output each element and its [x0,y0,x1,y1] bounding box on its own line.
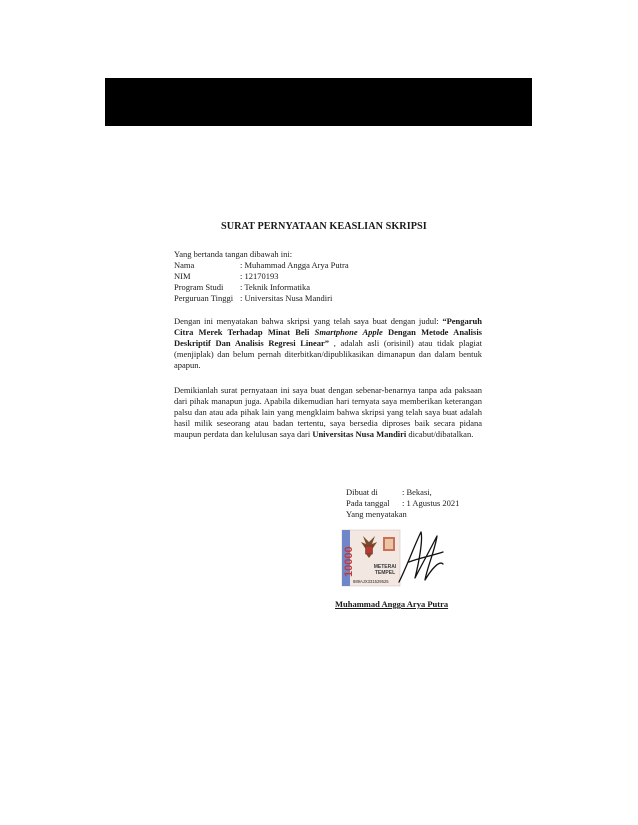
signer-name: Muhammad Angga Arya Putra [335,599,449,609]
sign-date-value: : 1 Agustus 2021 [402,498,460,508]
identity-row-university [174,293,332,304]
identity-row-name [174,260,349,271]
revenue-stamp-and-signature [339,522,447,594]
identity-value: : Universitas Nusa Mandiri [240,293,333,303]
identity-label: NIM [174,271,191,281]
identity-label: Program Studi [174,282,224,292]
identity-value: : 12170193 [240,271,279,281]
stamp-label-tempel: TEMPEL [374,570,396,576]
sign-place-label: Dibuat di [346,487,378,497]
identity-value: : Teknik Informatika [240,282,311,292]
handwritten-signature [399,532,443,582]
identity-row-program [174,282,310,293]
thesis-title-italic: Smartphone Apple [314,327,383,337]
sign-declarant: Yang menyatakan [346,509,407,519]
intro-line: Yang bertanda tangan dibawah ini: [174,249,293,259]
closing-text: Demikianlah surat pernyataan ini saya buat dengan sebenar-benarnya tanpa ada paksaan dari pihak manapun juga. Apabila dikemudian hari ternyata saya memberikan keterangan palsu dan atau ada pihak lain yang mengklaim bahwa skripsi yang telah saya buat adalah hasil milik seseorang atau badan tertentu, saya bersedia diproses baik secara pidana maupun perdata dan kelulusan saya dari [174,385,482,439]
thesis-title-a: “Pengaruh Citra Merek Terhadap Minat Beli [174,316,483,337]
statement-tail: , adalah asli (orisinil) atau tidak plagiat (menjiplak) dan belum pernah diterbitkan/dipublikasikan dimanapun dan dalam bentuk apapun. [174,338,482,370]
stamp-value: 10000 [343,546,355,577]
thesis-title-b: Dengan Metode Analisis Deskriptif Dan Analisis Regresi Linear” [174,327,482,348]
closing-institution: Universitas Nusa Mandiri [312,429,407,439]
statement-lead: Dengan ini menyatakan bahwa skripsi yang telah saya buat dengan judul: [174,316,439,326]
stamp-emblem-right [383,537,395,551]
closing-tail: dicabut/dibatalkan. [406,429,474,439]
redaction-bar [105,78,532,126]
sign-date-row [346,498,459,509]
sign-place-value: : Bekasi, [402,487,432,497]
statement-paragraph [174,316,482,371]
identity-row-nim [174,271,279,282]
closing-paragraph [174,385,482,440]
identity-label: Perguruan Tinggi [174,293,234,303]
identity-label: Nama [174,260,195,270]
sign-place-row [346,487,432,498]
document-title: SURAT PERNYATAAN KEASLIAN SKRIPSI [221,221,427,232]
stamp-label-meterai: METERAI [373,564,397,570]
identity-value: : Muhammad Angga Arya Putra [240,260,349,270]
stamp-serial: 889AJX331529525 [353,579,389,584]
sign-date-label: Pada tanggal [346,498,390,508]
